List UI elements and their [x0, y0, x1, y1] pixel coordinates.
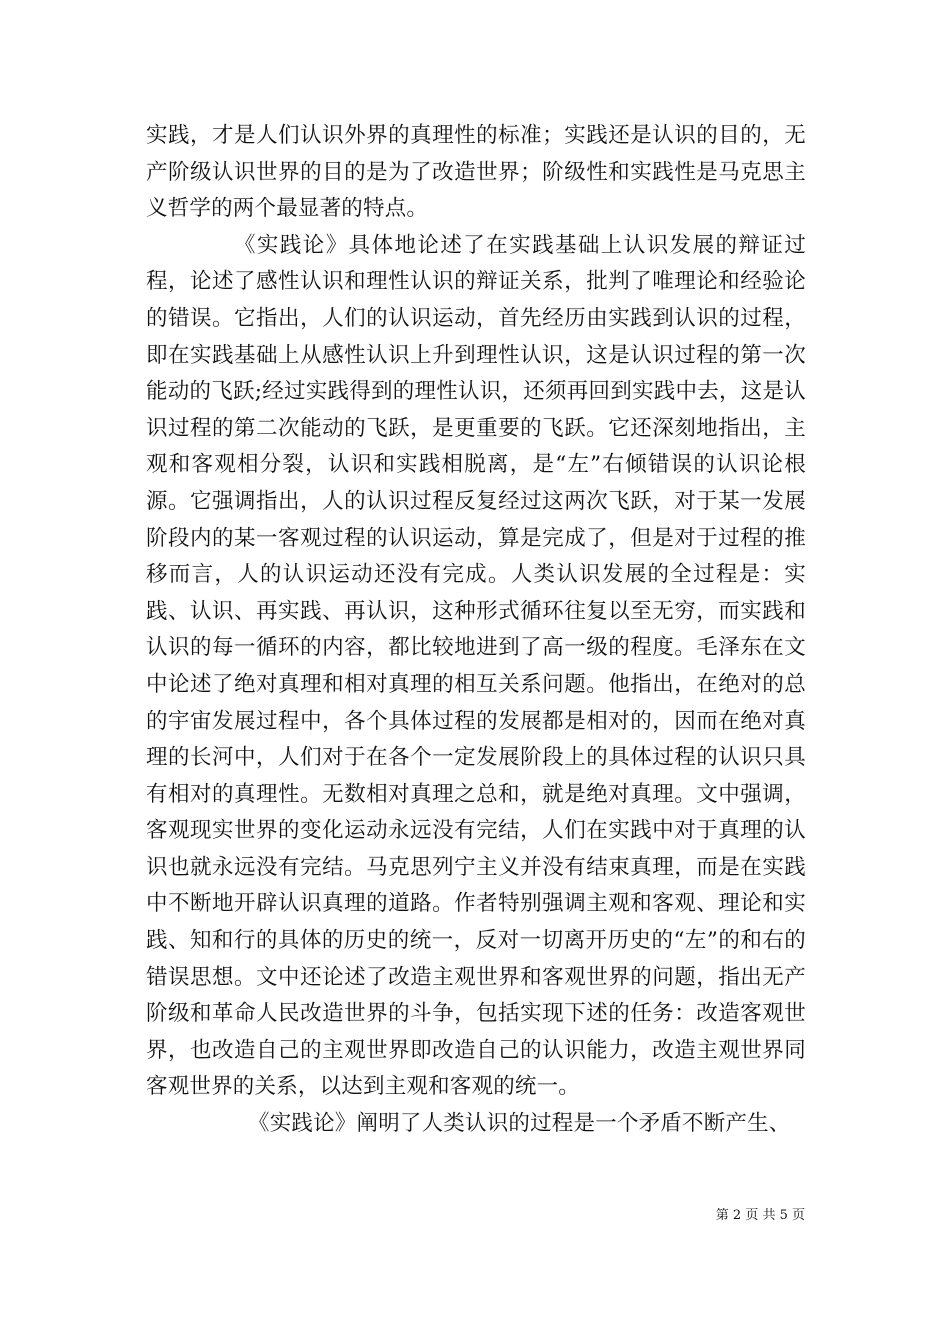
paragraph-2: 《实践论》具体地论述了在实践基础上认识发展的辩证过程，论述了感性认识和理性认识的辩证关系，批判了唯理论和经验论的错误。它指出，人们的认识运动，首先经历由实践到认识的过程，即在实践基础上从感性认识上升到理性认识，这是认识过程的第一次能动的飞跃;经过实践得到的理性认识，还须再回到实践中去，这是认识过程的第二次能动的飞跃，是更重要的飞跃。它还深刻地指出，主观和客观相分裂，认识和实践相脱离，是“左”右倾错误的认识论根源。它强调指出，人的认识过程反复经过这两次飞跃，对于某一发展阶段内的某一客观过程的认识运动，算是完成了，但是对于过程的推移而言，人的认识运动还没有完成。人类认识发展的全过程是：实践、认识、再实践、再认识，这种形式循环往复以至无穷，而实践和认识的每一循环的内容，都比较地进到了高一级的程度。毛泽东在文中论述了绝对真理和相对真理的相互关系问题。他指出，在绝对的总的宇宙发展过程中，各个具体过程的发展都是相对的，因而在绝对真理的长河中，人们对于在各个一定发展阶段上的具体过程的认识只具有相对的真理性。无数相对真理之总和，就是绝对真理。文中强调，客观现实世界的变化运动永远没有完结，人们在实践中对于真理的认识也就永远没有完结。马克思列宁主义并没有结束真理，而是在实践中不断地开辟认识真理的道路。作者特别强调主观和客观、理论和实践、知和行的具体的历史的统一，反对一切离开历史的“左”的和右的错误思想。文中还论述了改造主观世界和客观世界的问题，指出无产阶级和革命人民改造世界的斗争，包括实现下述的任务：改造客观世界，也改造自己的主观世界即改造自己的认识能力，改造主观世界同客观世界的关系，以达到主观和客观的统一。: [146, 232, 806, 1100]
body-text: [146, 118, 806, 1143]
paragraph-3: 《实践论》阐明了人类认识的过程是一个矛盾不断产生、: [248, 1111, 791, 1137]
page-number-footer: 第 2 页 共 5 页: [715, 1208, 805, 1223]
paragraph-1: 实践，才是人们认识外界的真理性的标准；实践还是认识的目的，无产阶级认识世界的目的是为了改造世界；阶级性和实践性是马克思主义哲学的两个最显著的特点。: [146, 123, 806, 222]
